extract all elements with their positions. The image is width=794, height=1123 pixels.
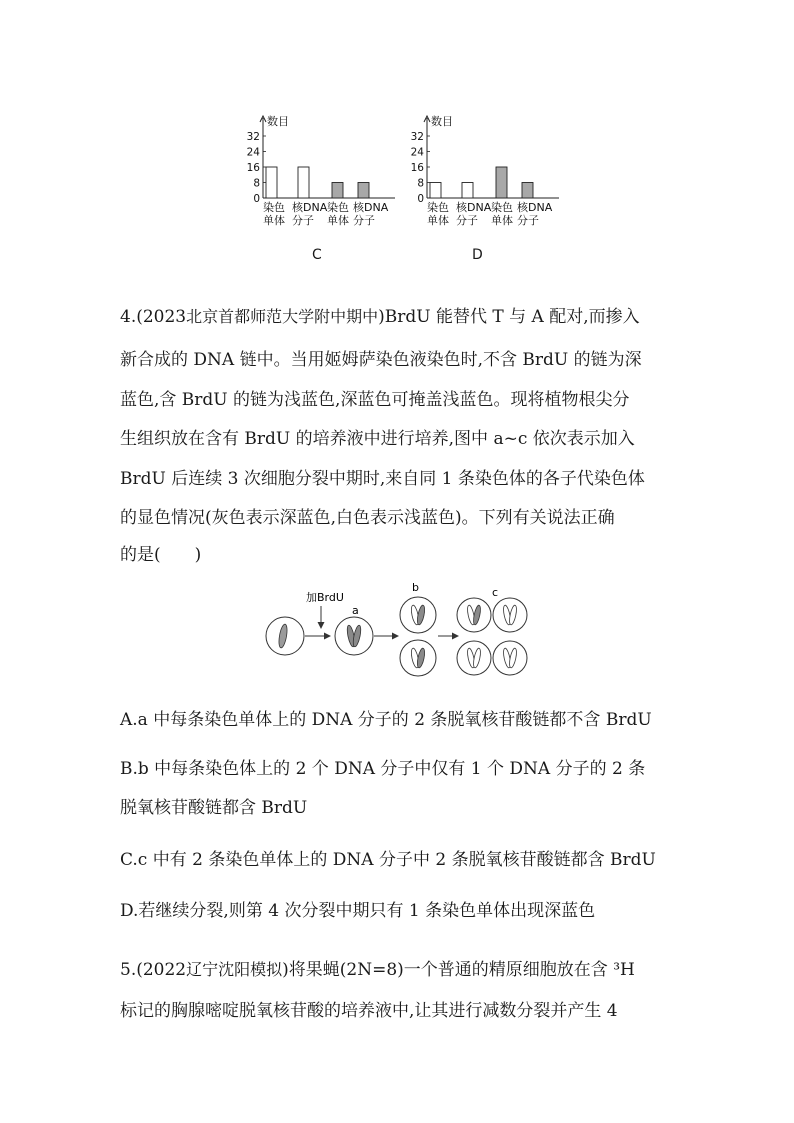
chart-c bbox=[230, 110, 405, 230]
y-tick-label-8: 8 bbox=[253, 177, 260, 190]
cell-c-3 bbox=[457, 641, 491, 675]
y-tick-label-16: 16 bbox=[410, 162, 424, 174]
bar-0 bbox=[430, 183, 441, 199]
category-label-top-3: 核DNA bbox=[517, 201, 553, 214]
q4-line-4: 生组织放在含有 BrdU 的培养液中进行培养,图中 a~c 依次表示加入 bbox=[120, 429, 635, 449]
q4-number: 4.(2023 bbox=[120, 307, 187, 327]
y-tick-label-24: 24 bbox=[246, 146, 260, 159]
bar-2 bbox=[332, 183, 343, 199]
bar-0 bbox=[266, 167, 277, 198]
q4-line-7: 的是( ) bbox=[120, 545, 202, 565]
category-label-top-0: 染色 bbox=[263, 201, 285, 214]
q4-source: 北京首都师范大学附中期中 bbox=[186, 307, 379, 326]
q4-line-1 bbox=[120, 302, 640, 327]
y-tick-label-32: 32 bbox=[410, 131, 424, 143]
q4-line1-rest: )BrdU 能替代 T 与 A 配对,而掺入 bbox=[378, 307, 640, 327]
y-tick-label-0: 0 bbox=[417, 193, 424, 205]
add-brdu-label: 加BrdU bbox=[306, 591, 344, 604]
category-label-bottom-1: 分子 bbox=[456, 214, 478, 227]
category-label-bottom-1: 分子 bbox=[292, 214, 314, 227]
category-label-top-0: 染色 bbox=[427, 201, 449, 214]
y-tick-label-16: 16 bbox=[246, 162, 260, 174]
cell-b-top bbox=[400, 597, 436, 633]
category-label-top-2: 染色 bbox=[491, 201, 513, 214]
cell-division-figure bbox=[258, 582, 533, 682]
category-label-bottom-0: 单体 bbox=[427, 214, 449, 227]
chart-d-caption: D bbox=[472, 247, 483, 263]
category-label-bottom-3: 分子 bbox=[517, 214, 539, 227]
category-label-top-1: 核DNA bbox=[292, 201, 328, 214]
q4-line-3: 蓝色,含 BrdU 的链为浅蓝色,深蓝色可掩盖浅蓝色。现将植物根尖分 bbox=[120, 390, 630, 410]
label-c: c bbox=[492, 586, 499, 599]
q5-line1-rest: )将果蝇(2N=8)一个普通的精原细胞放在含 ³H bbox=[282, 960, 635, 980]
label-a: a bbox=[352, 604, 359, 617]
y-tick-label-24: 24 bbox=[410, 146, 424, 159]
q5-source: 辽宁沈阳模拟 bbox=[186, 960, 283, 979]
category-label-bottom-3: 分子 bbox=[353, 214, 375, 227]
q5-number: 5.(2022 bbox=[120, 960, 187, 980]
category-label-top-3: 核DNA bbox=[353, 201, 389, 214]
q4-option-d: D.若继续分裂,则第 4 次分裂中期只有 1 条染色单体出现深蓝色 bbox=[120, 901, 596, 921]
y-axis-label: 数目 bbox=[431, 115, 453, 128]
cell-c-4 bbox=[493, 641, 527, 675]
q4-line-2: 新合成的 DNA 链中。当用姬姆萨染色液染色时,不含 BrdU 的链为深 bbox=[120, 350, 642, 370]
y-tick-label-8: 8 bbox=[417, 177, 424, 190]
cell-initial bbox=[266, 617, 304, 655]
chart-c-caption: C bbox=[312, 247, 322, 263]
category-label-top-1: 核DNA bbox=[456, 201, 492, 214]
category-label-top-2: 染色 bbox=[327, 201, 349, 214]
bar-1 bbox=[462, 183, 473, 199]
y-tick-label-0: 0 bbox=[253, 193, 260, 205]
category-label-bottom-0: 单体 bbox=[263, 214, 285, 227]
y-axis-label: 数目 bbox=[267, 115, 289, 128]
q4-line-6: 的显色情况(灰色表示深蓝色,白色表示浅蓝色)。下列有关说法正确 bbox=[120, 508, 615, 528]
category-label-bottom-2: 单体 bbox=[491, 214, 513, 227]
cell-c-2 bbox=[493, 598, 527, 632]
q4-option-b-line2: 脱氧核苷酸链都含 BrdU bbox=[120, 798, 308, 818]
bar-1 bbox=[298, 167, 309, 198]
q5-line-2: 标记的胸腺嘧啶脱氧核苷酸的培养液中,让其进行减数分裂并产生 4 bbox=[120, 1001, 618, 1021]
cell-a bbox=[335, 617, 373, 655]
q4-option-c: C.c 中有 2 条染色单体上的 DNA 分子中 2 条脱氧核苷酸链都含 BrdU bbox=[120, 850, 656, 870]
bar-2 bbox=[496, 167, 507, 198]
q4-line-5: BrdU 后连续 3 次细胞分裂中期时,来自同 1 条染色体的各子代染色体 bbox=[120, 469, 645, 489]
cell-b-bottom bbox=[400, 640, 436, 676]
category-label-bottom-2: 单体 bbox=[327, 214, 349, 227]
bar-3 bbox=[522, 183, 533, 199]
q4-option-b-line1: B.b 中每条染色体上的 2 个 DNA 分子中仅有 1 个 DNA 分子的 2 条 bbox=[120, 759, 646, 779]
q5-line-1 bbox=[120, 955, 635, 980]
cell-c-1 bbox=[457, 598, 491, 632]
bar-3 bbox=[358, 183, 369, 199]
chart-d bbox=[394, 110, 569, 230]
q4-option-a: A.a 中每条染色单体上的 DNA 分子的 2 条脱氧核苷酸链都不含 BrdU bbox=[120, 710, 652, 730]
label-b: b bbox=[412, 582, 419, 594]
y-tick-label-32: 32 bbox=[246, 131, 260, 143]
